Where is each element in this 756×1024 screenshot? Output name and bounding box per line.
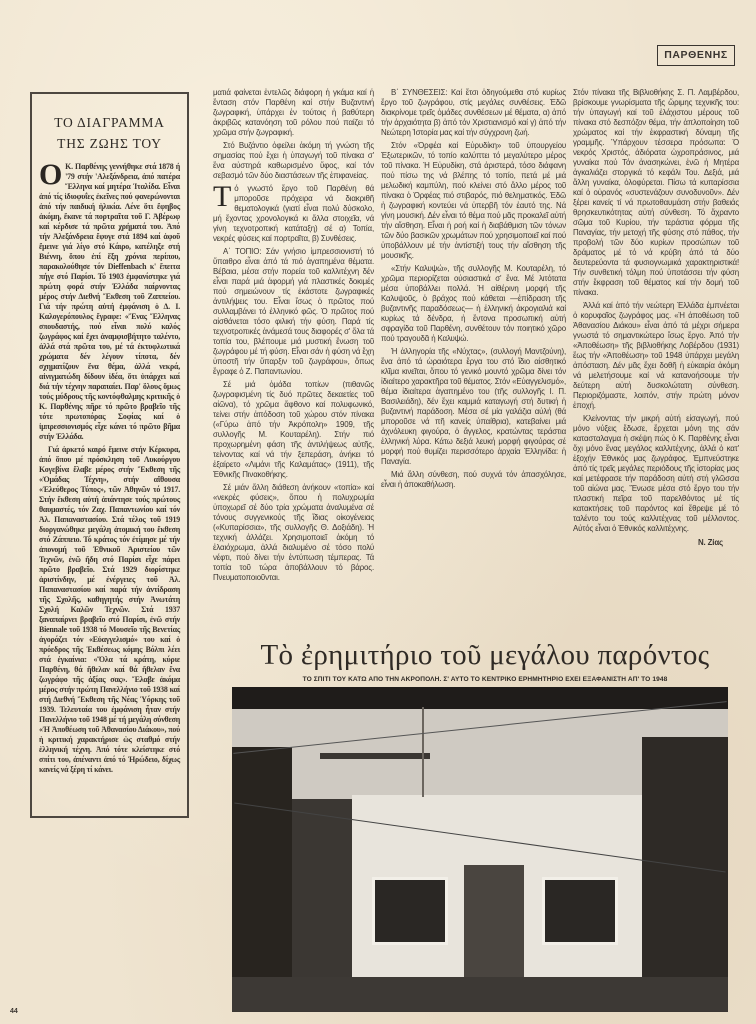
paragraph-text: ό γνωστό ἔργο τοῦ Παρθένη θά μποροῦσε πρόχειρα νά διακριθῆ θεματολογικά (γιατί εἶναι πολύ δύσκολο, μή ἔχοντας χρονολογικά κι ἄλλα στοιχεῖα, νά γίνη τεχνοτροπική κατάταξη) σέ α) Τοπία, νεκρές φύσεις καί πορτραῖτα, β) Συνθέσεις.	[213, 184, 374, 243]
article-column-3	[381, 88, 566, 493]
bio-title-line: ΤΟ ΔΙΑΓΡΑΜΜΑ	[54, 115, 165, 130]
paragraph: Στόν πίνακα τῆς Βιβλιοθήκης Σ. Π. Λαμβέρδου, βρίσκουμε γνωρίσματα τῆς ὥριμης τεχνικῆς του: τήν ὑπαγωγή καί τοῦ ἐλάχιστου μέρους τοῦ πίνακα στό δεσπόζον θέμα, τήν ἁπλοποίηση τοῦ χρώματος καί τήν ἐκφραστική δύναμη τῆς γραμμῆς. Ὑπάρχουν τέσσερα πρόσωπα: Ὁ νεκρός Χριστός, ἀδιόρατα ὠχροπράσινος, μιά γυναίκα πού Τόν ἀνασηκώνει, ἐνῶ ἡ Μητέρα ἀγκαλιάζει στοργικά τό κεφάλι Του. Δεξιά, μιά ἄλλη γυναίκα, ὀλοφύρεται. Πίσω τά κυπαρίσσια καί ὁ οὐρανός «συστενάζουν συνοδυνοῦν». Δέν ξέρει κανείς τί νά πρωτοθαυμάση στήν βαθειάς θρησκευτικότητας αὐτή σύνθεση. Τό ἄχραντο σῶμα τοῦ Κυρίου, τήν τεράστια φόρμα τῆς Παναγίας, τήν μετοχή τῆς φύσης στό πάθος, τήν προβολή τῶν δύο κυρίων προσώπων τοῦ δράματος μέ τό νά κρύβη ἀπό τά δύο δευτερεύοντα τά φυσιογνωμικά χαρακτηριστικά! Τήν συνθετική τόλμη πού ὑποτάσσει τήν φύση στήν ἔκφραση τοῦ θέματος καί τήν δομή τοῦ πίνακα.	[573, 88, 739, 297]
author-signature: Ν. Ζίας	[698, 538, 723, 547]
bio-sidebar-box	[30, 92, 189, 818]
paragraph: Α΄ ΤΟΠΙΟ: Σάν γνήσιο ἰμπρεσσιονιστή τό ὕπαιθρο εἶναι ἀπό τά πιό ἀγαπημένα θέματα. Βέβαια, μέσα στήν πορεία τοῦ καλλιτέχνη δέν εἶναι παρά μιά ἀφορμή γιά πλαστικές δοκιμές πού σημειώνουν τίς ἑκάστοτε ζωγραφικές ἀντιλήψεις του. Εἶναι ἴσως ὁ πρῶτος πού συλλαμβάνει τό ἑλληνικό φῶς. Ὁ πρῶτος πού αἰσθάνεται τόσο φιλική τήν φύση. Παρά τίς τεχνοτροπικές ἀνάμεσά τους διαφορές σ' ὅλα τά τοπία του, βλέπουμε μιά μυστική ἕνωση τοῦ ζωγράφου μέ τή φύση. Εἶναι σάν ἡ φύση νά ἔχη ὑποστῆ τήν ὕπαρξιν τοῦ ζωγράφου», ὅπως ἔγραφε ὁ Ζ. Παπαντωνίου.	[213, 247, 374, 376]
paragraph: Μιά ἄλλη σύνθεση, πού συχνά τόν ἀπασχόλησε, εἶναι ἡ ἀποκαθήλωση.	[381, 470, 566, 489]
paragraph: Β΄ ΣΥΝΘΕΣΕΙΣ: Καί ἔτσι ὁδηγούμεθα στό κυρίως ἔργο τοῦ ζωγράφου, στίς μεγάλες συνθέσεις. Ἐδῶ διακρίνομε τρεῖς ὁμάδες συνθέσεων μέ θέματα, α) ἀπό τήν ἀρχαιότητα β) ἀπό τόν Χριστιανισμό καί γ) ἀπό τήν Νεώτερη Ἱστορία μας καί τήν σύγχρονη ζωή.	[381, 88, 566, 137]
paragraph	[213, 180, 374, 244]
article-column-4	[573, 88, 739, 551]
paragraph: Σέ μιά ὁμάδα τοπίων (πιθανῶς ζωγραφισμένη τίς δυό πρῶτες δεκαετίες τοῦ αἰῶνα), τό χρῶμα ἄφθονο καί πολυφωνικό, τείνει στήν ἀπόδοση τοῦ χώρου στόν πίνακα («Γύρω ἀπό τήν Ἀκρόπολη» 1909, τῆς συλλογῆς Μ. Κουταρέλη). Στήν πιό προχωρημένη φάση τῆς ἀντιλήψεως αὐτῆς, τείνοντας καί νά τήν ξεπεράση, ἀνήκει τό ἐξαίρετο «Λιμάνι τῆς Καλαμάτας» (1911), τῆς Ἐθνικῆς Πινακοθήκης.	[213, 380, 374, 479]
paragraph: Γιά ἀρκετό καιρό ἔμεινε στήν Κέρκυρα, ἀπό ὅπου μέ πρόσκληση τοῦ Λυκούργου Κογεβίνα ἔλαβε μέρος στήν Ἔκθεση τῆς «Ὁμάδας Τέχνη», στήν αἴθουσα «Ἐλεύθερος Τύπος», τῶν Ἀθηνῶν τό 1917. Στήν ἔκθεση αὐτή ἀπάντησε τούς πρώτους θαυμαστές, τόν Ζαχ. Παπαντωνίου καί τόν Ἀλ. Παπαναστασίου. Στά τέλος τοῦ 1919 διοργανώθηκε μεγάλη ἀτομική του ἔκθεση στό Ζάππειο. Τό κράτος τόν ἐτίμησε μέ τήν ἀπονομή τοῦ Ἐθνικοῦ Ἀριστείου τῶν Τεχνῶν, ἐνῶ ἤδη στό Παρίσι εἶχε πάρει πρῶτο βραβεῖο. Στά 1929 διορίστηκε ἀριστίνδην, μέ ἐνέργειες τοῦ Ἀλ. Παπαναστασίου καί παρά τήν ἀντίδραση τῆς Σχολῆς, καθηγητής στήν Ἀνωτάτη Σχολή Καλῶν Τεχνῶν. Στά 1937 ξαναπαίρνει βραβεῖο στό Παρίσι, ἐνῶ στήν Biennale τοῦ 1938 τό Μουσεῖο τῆς Βενετίας ἀγοράζει τόν «Εὐαγγελισμό» του καί ὁ πρόεδρος τῆς Ἐκθέσεως κόμης Βόλπι λέει στά ἐγκαίνια: «Ὅλα τά κράτη, κύριε Παρθένη, θά ἤθελαν καί θά ἤθελαν ἕνα ζωγράφο τῆς ἀξίας σας». Ἔλαβε ἀκόμα μέρος στήν πρώτη Πανελλήνιο τοῦ 1938 καί στή Διεθνή Ἔκθεση τῆς Νέας Ὑόρκης τοῦ 1939. Τελευταία του ἐμφάνιση ἦταν στήν Πανελλήνιο τοῦ 1948 μέ τή μεγάλη σύνθεση «Ἡ Ἀποθέωση τοῦ Ἀθανασίου Διάκου», πού ἡ κριτική χαρακτήρισε ὡς σταθμό στήν ἑλληνική τέχνη. Ἀπό τότε κλείστηκε στό σπίτι του, ἀπέναντι ἀπό τό Ἡρώδειο, δίχως κανείς νά ξέρη τί κάνει.	[39, 445, 180, 774]
paragraph: Σέ μιάν ἄλλη διάθεση ἀνήκουν «τοπία» καί «νεκρές φύσεις», ὅπου ἡ πολυχρωμία ὑποχωρεῖ σέ δύο τρία χρώματα ἀναλυμένα σέ τόνους συγγενικούς τῆς ἴδιας οἰκογένειας («Κυπαρίσσια», τῆς συλλογῆς Θ. Δοξιάδη). Ἡ τεχνική ἀλλάζει. Χρησιμοποιεῖ ἀκόμη τό ἐλαιόχρωμα, ἀλλά διαλυμένο σέ τόσο πολύ νέφτι, πού δίνει τήν ἐντύπωση τέμπερας. Τά τοπία τοῦ τώρα ἀποβάλλουν τό βάρος. Πνευματοποιοῦνται.	[213, 483, 374, 582]
paragraph: Ἡ ἀλληγορία τῆς «Νύχτας», (συλλογή Μαντζούνη), ἕνα ἀπό τά ὡραιότερα ἔργα του στό ἴδιο αἰσθητικό κλῖμα κινεῖται, ὅπου τό γενικό μουντό χρῶμα δίνει τόν ἰδιαίτερο χαρακτῆρα τοῦ θέματος. Στόν «Εὐαγγελισμό», θέμα ἰδιαίτερα ἀγαπημένο του (τῆς συλλογῆς Ι. Π. Βασιλειάδη), δέν ἔχει καμμιά καταγωγή στή δυτική ἡ βυζαντινή παράδοση. Μέσα σέ μία γαλάζια αὐλή (θά μποροῦσε νά πῆ κανείς ὑπαίθρια), κατεβαίνει μιά ἀχνόλευκη φιγούρα, ὁ ἄγγελος, κρατώντας τεράστια ἑλληνική λύρα. Κάτω δεξιά λευκή μορφή φιγούρας σέ μορφή πού θυμίζει περισσότερο ἀρχαία Ἑλληνίδα: ἡ Παναγία.	[381, 347, 567, 466]
paragraph	[39, 158, 180, 442]
photo-caption: ΤΟ ΣΠΙΤΙ ΤΟΥ ΚΑΤΩ ΑΠΟ ΤΗΝ ΑΚΡΟΠΟΛΗ. Σ' ΑΥΤΟ ΤΟ ΚΕΝΤΡΙΚΟ ΕΡΗΜΗΤΗΡΙΟ ΕΧΕΙ ΕΞΑΦΑΝΙΣΤΗ ΑΠ' ΤΟ 1948	[302, 676, 668, 683]
paragraph: ματιά φαίνεται ἐντελῶς διάφορη ἡ γκάμα καί ἡ ἔνταση στόν Παρθένη καί στήν Βυζαντινή ζωγραφική, ὑπάρχει ἐν τούτοις ἡ βαθύτερη ἀκριβῶς κατανόηση τοῦ ρόλου πού παίζει τό χρῶμα στήν ζωγραφική.	[213, 88, 374, 137]
bio-text	[39, 158, 180, 778]
paragraph: Ἀλλά καί ἀπό τήν νεώτερη Ἑλλάδα ἐμπνέεται ὁ κορυφαῖος ζωγράφος μας. «Ἡ ἀποθέωση τοῦ Ἀθανασίου Διάκου» εἶναι ἀπό τά μέχρι σήμερα γνωστά τό σημαντικώτερο ἴσως ἔργο. Ἀπό τήν «Ἀποθέωση» τῆς βιβλιοθήκης Λοβέρδου (1931) ἕως τήν «Ἀποθέωση» τοῦ 1948 ὑπάρχει μεγάλη ἀπόσταση. Δέν μᾶς ἔχει δοθῆ ἡ εὐκαιρία ἀκόμη νά μελετήσουμε καί νά κατανοήσουμε τήν δεύτερη αὐτή δυσκολώτατη σύνθεση. Περιοριζόμαστε, λοιπόν, στήν πρώτη μόνον ἐποχή.	[573, 301, 739, 410]
section-tag: ΠΑΡΘΕΝΗΣ	[657, 45, 735, 66]
drop-cap: Ο	[39, 158, 63, 191]
house-photo	[232, 687, 728, 1012]
article-column-2	[213, 88, 374, 586]
drop-cap: Τ	[213, 180, 232, 213]
paragraph: Κλείνοντας τήν μικρή αὐτή εἰσαγωγή, πού μόνο νύξεις ἔδωσε, ἔρχεται μόνη της σάν κατασταλαγμα ἡ σκέψη πώς ὁ Κ. Παρθένης εἶναι ὄχι μόνο ἕνας μεγάλος καλλιτέχνης, ἀλλά ὁ κατ' ἐξοχήν Ἐθνικός μας ζωγράφος. Ἐμπνεύστηκε ἀπό τίς τρεῖς μεγάλες περιόδους τῆς ἱστορίας μας καί μετέφρασε τήν παράδοση αὐτή στή γλῶσσα τοῦ αἰώνα μας. Ἕνωσε μέσα στό ἔργο του τήν πλαστική πεῖρα τοῦ παρελθόντος μέ τίς κατακτήσεις τοῦ παρόντος καί ἔθρεψε μέ τό ταλέντο του τούς καλλιτέχνας τοῦ μέλλοντος. Αὐτός εἶναι ὁ Ἐθνικός καλλιτέχνης.	[573, 414, 739, 533]
bio-title	[34, 112, 185, 154]
bio-title-line: ΤΗΣ ΖΩΗΣ ΤΟΥ	[57, 136, 162, 151]
paragraph-text: Κ. Παρθένης γεννήθηκε στά 1878 ή '79 στήν 'Αλεξάνδρεια, ἀπό πατέρα Ἕλληνα καί μητέρα Ἰταλίδα. Εἶναι ἀπό τίς ἰδιοφυΐες ἐκεῖνες πού φανερώνονται ἀπό τήν παιδική ἡλικία. Λένε ὅτι ἔφηβος ἀκόμη, ἔκανε τά πορτραῖτα τοῦ Γ. Ἀβέρωφ καί κέρδισε τά πρῶτα χρήματά του. Ἀπό τήν Ἀλεξάνδρεια ἔφυγε στά 1894 καί ἀφοῦ ἔμεινε γιά λίγο στό Κάιρο, κατέληξε στή Βιέννη, ὅπου ἐπί ἕξη χρόνια περίπου, παρακολούθησε τόν Dieffenbach κ' ἔπειτα πήγε στό Παρίσι. Τό 1903 ἐμφανίστηκε γιά πρώτη φορά στήν Ἑλλάδα παίρνοντας μέρος στήν Διεθνή Ἔκθεση τοῦ Ζαππείου. Γιά τήν πρώτη αὐτή ἐμφάνιση ὁ Δ. Ι. Καλογερόπουλος ἔγραφε: «Ἕνας Ἕλληνας σπουδαστής, πού εἶναι πολύ καλός ζωγράφος καί ἔχει ἀναμφισβήτητο ταλέντο, ἀλλά στά πρῶτα του, μέ τά ἐκτυφλωτικά χρώματα δέν λέγουν τίποτα, δέν σχηματίζουν ἕνα θέμα, ἀλλά νεκρά, αἰνιγματώδη δίδουν ἰδέα, ὅτι ὑπάρχει καί διά τήν τέχνην παραπαίει. Παρ' ὅλους ὅμως τούς μύδρους τῆς κοντόφθαλμης κριτικῆς ὁ Κ. Παρθένης πῆρε τό πρῶτο βραβεῖο τῆς τότε πρωτοπόρας Σοφίας καί ὁ ἰμπρεσσιονισμός εἶχε κάνει τό πρῶτο βῆμα στήν Ἑλλάδα.	[39, 162, 180, 441]
paragraph: «Στήν Καλυψώ», τῆς συλλογῆς Μ. Κουταρέλη, τό χρῶμα περιορίζεται οὐσιαστικά σ' ἕνα. Μέ λιτότατα μέσα ὑποβάλλει πολλά. Ἡ αἰθέρινη μορφή τῆς Καλυψοῦς, ὁ βράχος πού κάθεται —ἐπίδραση τῆς βυζαντινῆς παραδόσεως— ἡ ἑλληνική ἀκρογιαλιά καί κυρίως τά δένδρα, ἡ ἔντονα προσωπική αὐτή σφραγίδα τοῦ Παρθένη, συνθέτουν τόν ποιητικό χῶρο πού τραγουδᾶ ἡ Καλυψώ.	[381, 264, 566, 343]
article-headline: Τὸ ἐρημιτήριο τοῦ μεγάλου παρόντος	[260, 639, 710, 671]
paragraph: Στό Βυζάντιο ὀφείλει ἀκόμη τή γνώση τῆς σημασίας πού ἔχει ἡ ὑπαγωγή τοῦ πίνακα σ' ἕνα αὐστηρά καθωρισμένο ὕφος, καί τόν σεβασμό τῶν δύο διαστάσεων τῆς ἐπιφανείας.	[213, 141, 374, 180]
paragraph: Στόν «Ὀρφέα καί Εὐρυδίκη» τοῦ ὑπουργείου Ἐξωτερικῶν, τό τοπίο καλύπτει τό μεγαλύτερο μέρος τοῦ πίνακα. Ἡ Εὐρυδίκη, στά ἀριστερά, τόσο διάφανη πού πίσω της νά βλέπης τό τοπίο, πετά μέ μιά μελωδική καμπύλη, πού κλείνει στό ἄλλο μέρος τοῦ πίνακα ὁ Ὀρφέας πιό στιβαρός, πιό θεληματικός. Ἐδῶ ἡ ζωγραφική κοντεύει νά ὑπερβῆ τόν ἑαυτό της. Νά γίνη μουσική. Δέν εἶναι τό θέμα πού μᾶς προκαλεῖ αὐτή τήν αἴσθηση. Εἶναι ἡ ροή καί ἡ διαβάθμιση τῶν τόνων τῶν δύο βασικῶν χρωμάτων πού χρησιμοποιεῖ καί πού ὑποβάλλουν μέ τήν ἀντίστιξή τους τήν αἴσθηση τῆς μουσικῆς.	[381, 141, 566, 260]
page-number: 44	[10, 1008, 18, 1015]
